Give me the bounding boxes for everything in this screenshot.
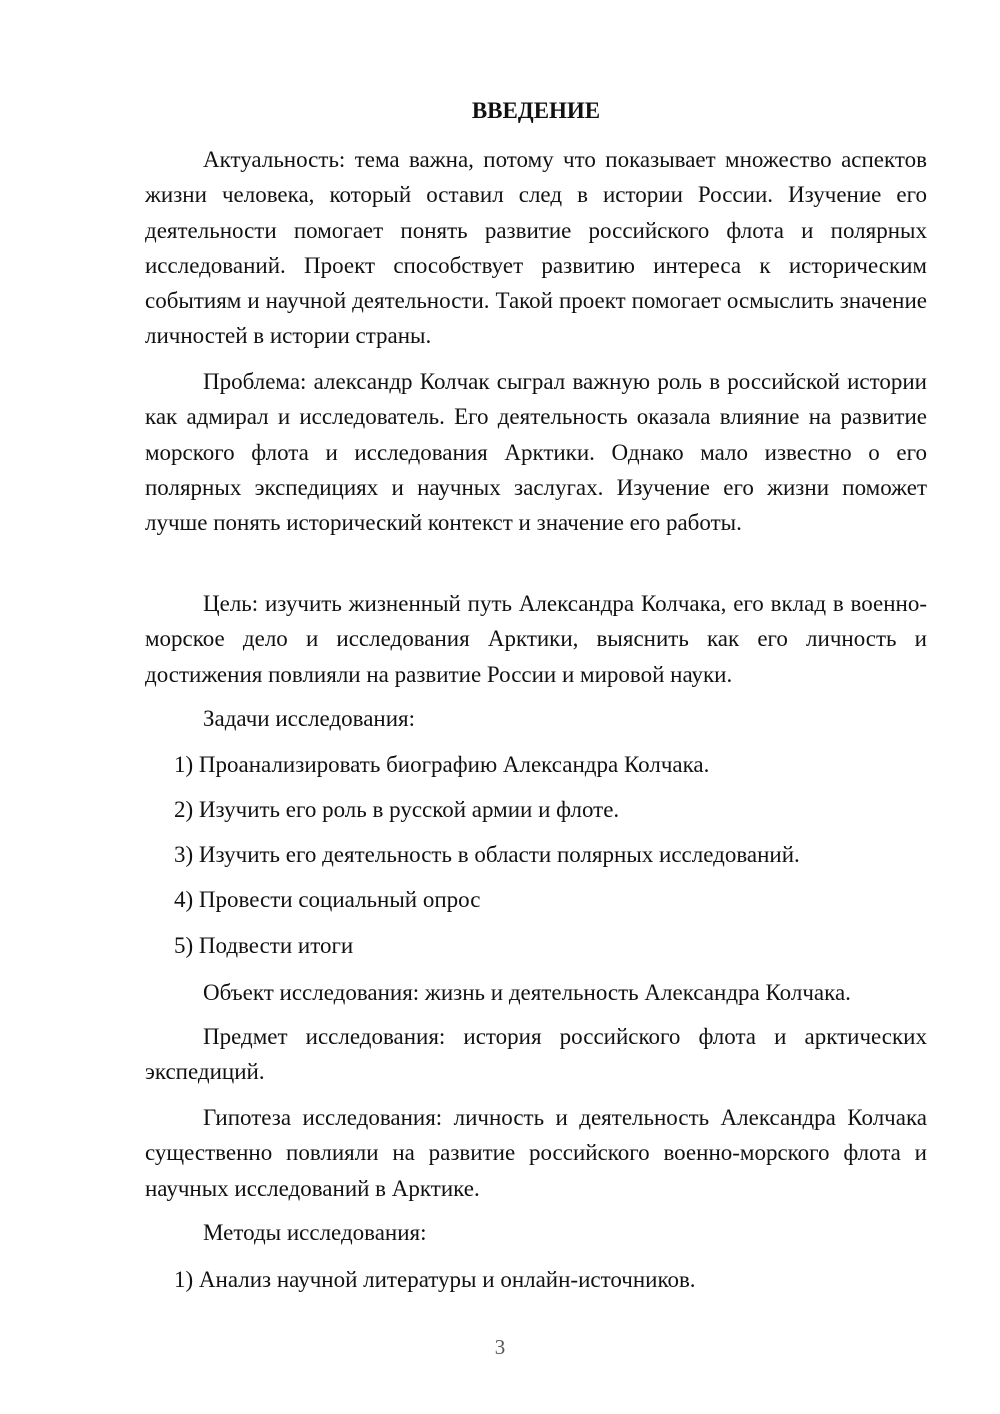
task-item-4: 4) Провести социальный опрос bbox=[174, 887, 481, 912]
page-number: 3 bbox=[494, 1335, 506, 1359]
hypothesis-paragraph: Гипотеза исследования: личность и деятельность Александра Колчака существенно повлияли на развитие российского военно-морского флота и научных исследований в Арктике. bbox=[145, 1105, 927, 1201]
problem-paragraph: Проблема: александр Колчак сыграл важную роль в российской истории как адмирал и исследователь. Его деятельность оказала влияние на развитие морского флота и исследования Арктики. Однако мало известно о его полярных экспедициях и научных заслугах. Изучение его жизни поможет лучше понять исторический контекст и значение его работы. bbox=[145, 369, 927, 536]
relevance-paragraph: Актуальность: тема важна, потому что показывает множество аспектов жизни человека, который оставил след в истории России. Изучение его деятельности помогает понять развитие российского флота и полярных исследований. Проект способствует развитию интереса к историческим событиям и научной деятельности. Такой проект помогает осмыслить значение личностей в истории страны. bbox=[145, 147, 927, 349]
task-item-5: 5) Подвести итоги bbox=[174, 933, 354, 958]
section-heading: ВВЕДЕНИЕ bbox=[471, 98, 601, 123]
tasks-heading: Задачи исследования: bbox=[203, 706, 416, 731]
task-item-2: 2) Изучить его роль в русской армии и флоте. bbox=[174, 797, 620, 822]
task-item-1: 1) Проанализировать биографию Александра Колчака. bbox=[174, 752, 710, 777]
object-paragraph: Объект исследования: жизнь и деятельность Александра Колчака. bbox=[203, 980, 851, 1005]
goal-paragraph: Цель: изучить жизненный путь Александра Колчака, его вклад в военно-морское дело и исследования Арктики, выяснить как его личность и достижения повлияли на развитие России и мировой науки. bbox=[145, 591, 927, 687]
subject-paragraph: Предмет исследования: история российского флота и арктических экспедиций. bbox=[145, 1024, 927, 1085]
method-item-1: 1) Анализ научной литературы и онлайн-источников. bbox=[174, 1267, 696, 1292]
methods-heading: Методы исследования: bbox=[203, 1220, 427, 1245]
task-item-3: 3) Изучить его деятельность в области полярных исследований. bbox=[174, 842, 800, 867]
